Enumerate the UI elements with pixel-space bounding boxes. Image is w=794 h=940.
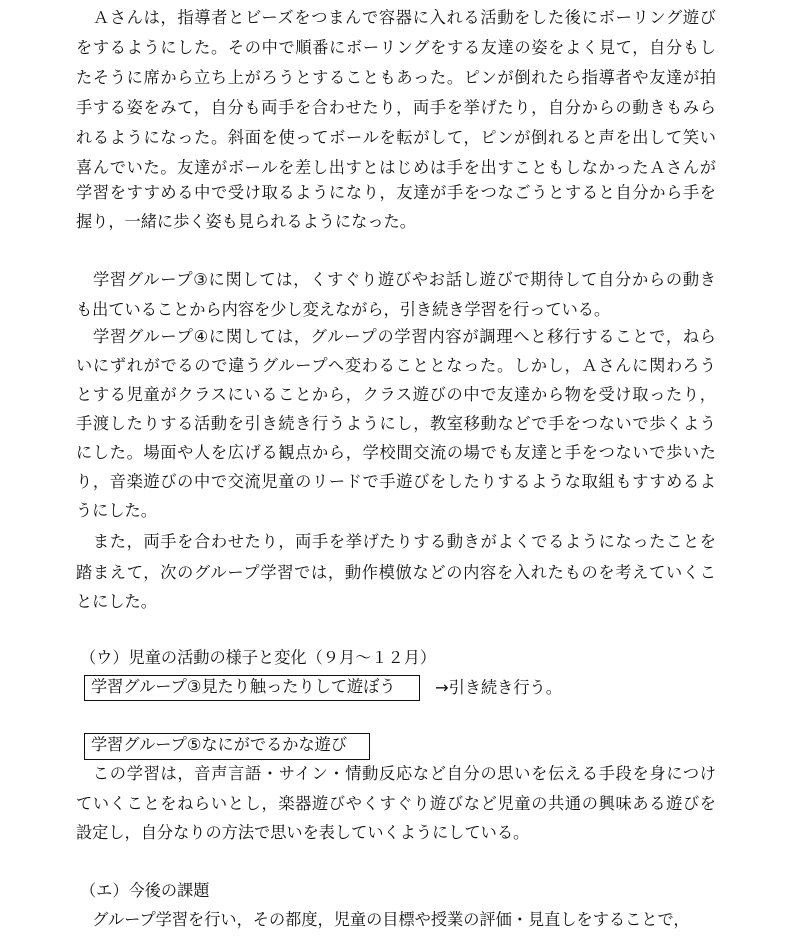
paragraph-c-line: 手渡したりする活動を引き続き行うようにし，教室移動などで手をつないで歩くよう [76,414,716,433]
paragraph-b-line: 学習グループ③に関しては，くすぐり遊びやお話し遊びで期待して自分からの動き [76,270,716,289]
paragraph-a-line: 握り，一緒に歩く姿も見られるようになった。 [76,212,416,231]
section-e-line: グループ学習を行い，その都度，児童の目標や授業の評価・見直しをすることで， [76,910,690,929]
activity-note: →引き続き行う。 [435,678,562,697]
section-heading: （ウ）児童の活動の様子と変化（９月～１２月） [80,648,437,667]
paragraph-b-line: も出ていることから内容を少し変えながら，引き続き学習を行っている。 [76,300,611,319]
section-u-line: この学習は，音声言語・サイン・情動反応など自分の思いを伝える手段を身につけ [76,764,716,783]
paragraph-c-line: り，音楽遊びの中で交流児童のリードで手遊びをしたりするような取組もすすめるよ [76,472,716,491]
paragraph-c-line: とする児童がクラスにいることから，クラス遊びの中で友達から物を受け取ったり， [76,385,716,404]
activity-box: 学習グループ⑤なにがでるかな遊び [84,733,370,760]
paragraph-d-line: また，両手を合わせたり，両手を挙げたりする動きがよくでるようになったことを [76,532,716,551]
paragraph-d-line: 踏まえて，次のグループ学習では，動作模倣などの内容を入れたものを考えていくこ [76,563,716,582]
paragraph-a-line: Ａさんは，指導者とビーズをつまんで容器に入れる活動をした後にボーリング遊び [76,8,716,27]
paragraph-a-line: 喜んでいた。友達がボールを差し出すとはじめは手を出すこともしなかったＡさんが [76,158,716,177]
activity-box: 学習グループ③見たり触ったりして遊ぼう [84,675,420,701]
paragraph-c-line: にした。場面や人を広げる観点から，学校間交流の場でも友達と手をつないで歩いた [76,443,716,462]
paragraph-a-line: たそうに席から立ち上がろうとすることもあった。ピンが倒れたら指導者や友達が拍 [76,68,716,87]
paragraph-c-line: 学習グループ④に関しては，グループの学習内容が調理へと移行することで，ねら [76,327,716,346]
paragraph-a-line: 手する姿をみて，自分も両手を合わせたり，両手を挙げたり，自分からの動きもみら [76,98,716,117]
section-u-line: ていくことをねらいとし，楽器遊びやくすぐり遊びなど児童の共通の興味ある遊びを [76,794,716,813]
paragraph-c-line: いにずれがでるので違うグループへ変わることとなった。しかし，Ａさんに関わろう [76,356,716,375]
paragraph-a-line: をするようにした。その中で順番にボーリングをする友達の姿をよく見て，自分もし [76,38,716,57]
paragraph-a-line: 学習をすすめる中で受け取るようになり，友達が手をつなごうとすると自分から手を [76,183,716,202]
section-u-line: 設定し，自分なりの方法で思いを表していくようにしている。 [76,823,530,842]
paragraph-a-line: れるようになった。斜面を使ってボールを転がして，ピンが倒れると声を出して笑い [76,128,716,147]
paragraph-c-line: うにした。 [76,501,157,520]
section-heading: （エ）今後の課題 [80,881,210,900]
paragraph-d-line: とにした。 [76,592,157,611]
